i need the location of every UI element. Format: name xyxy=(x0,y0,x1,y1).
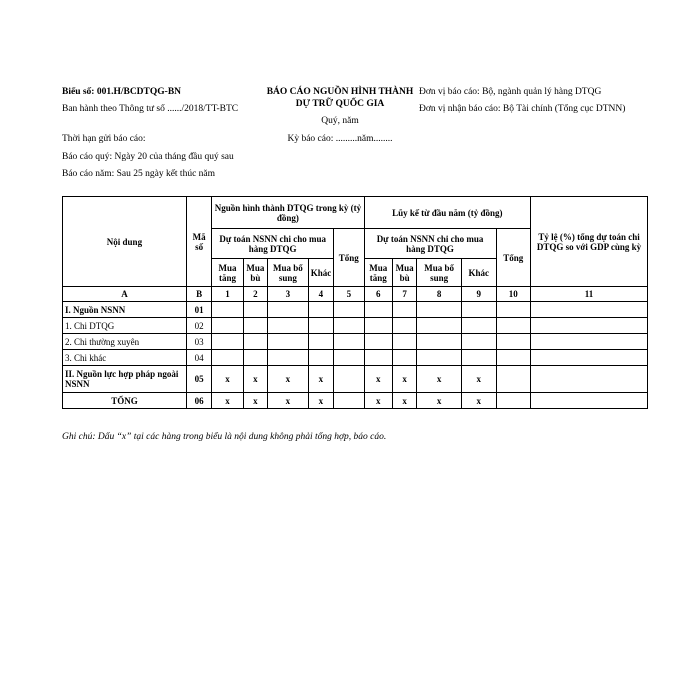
table-cell xyxy=(496,302,531,318)
column-index: 11 xyxy=(531,287,648,302)
table-cell xyxy=(334,350,364,366)
table-cell xyxy=(462,318,497,334)
table-cell xyxy=(243,302,267,318)
header-increase: Mua tăng xyxy=(212,259,243,287)
table-cell xyxy=(531,366,648,393)
report-period: Kỳ báo cáo: .........năm........ xyxy=(287,134,393,144)
header-offset: Mua bù xyxy=(392,259,416,287)
row-code: 05 xyxy=(186,366,211,393)
column-index: 4 xyxy=(308,287,333,302)
column-index: 6 xyxy=(364,287,392,302)
table-cell xyxy=(334,334,364,350)
form-number: Biểu số: 001.H/BCDTQG-BN xyxy=(62,87,182,97)
column-index: A xyxy=(63,287,187,302)
row-label: II. Nguồn lực hợp pháp ngoài NSNN xyxy=(63,366,187,393)
row-code: 03 xyxy=(186,334,211,350)
table-cell xyxy=(243,350,267,366)
table-cell xyxy=(334,393,364,409)
table-cell xyxy=(334,366,364,393)
table-cell xyxy=(334,302,364,318)
header-total-cumulative: Tổng xyxy=(496,229,531,287)
table-cell: x xyxy=(462,366,497,393)
quarter-deadline: Báo cáo quý: Ngày 20 của tháng đầu quý sau xyxy=(62,152,234,162)
table-cell xyxy=(308,302,333,318)
header-total-period: Tổng xyxy=(334,229,364,287)
header-other: Khác xyxy=(462,259,497,287)
table-cell xyxy=(417,318,462,334)
header-supplement: Mua bổ sung xyxy=(268,259,309,287)
table-cell xyxy=(364,334,392,350)
table-cell xyxy=(243,318,267,334)
table-cell xyxy=(268,350,309,366)
footnote: Ghi chú: Dấu “x” tại các hàng trong biểu là nội dung không phải tổng hợp, báo cáo. xyxy=(62,432,387,442)
table-cell xyxy=(268,302,309,318)
row-code: 06 xyxy=(186,393,211,409)
issued-by-text: Ban hành theo Thông tư số ....../2018/TT-BTC xyxy=(62,104,239,114)
report-subtitle: Quý, năm xyxy=(321,116,359,126)
table-cell: x xyxy=(364,393,392,409)
column-index: 9 xyxy=(462,287,497,302)
row-label: TỔNG xyxy=(63,393,187,409)
table-cell xyxy=(268,318,309,334)
table-cell xyxy=(364,302,392,318)
header-group-period: Nguồn hình thành DTQG trong kỳ (tỷ đồng) xyxy=(212,197,364,229)
year-deadline: Báo cáo năm: Sau 25 ngày kết thúc năm xyxy=(62,169,216,179)
table-cell: x xyxy=(308,393,333,409)
header-group-cumulative: Lũy kế từ đầu năm (tỷ đồng) xyxy=(364,197,531,229)
table-row xyxy=(63,366,648,393)
table-cell xyxy=(496,393,531,409)
column-index: 2 xyxy=(243,287,267,302)
table-cell xyxy=(212,350,243,366)
column-index: 8 xyxy=(417,287,462,302)
row-label: 1. Chi DTQG xyxy=(63,318,187,334)
table-cell xyxy=(462,350,497,366)
table-cell: x xyxy=(243,366,267,393)
table-cell xyxy=(392,334,416,350)
table-cell xyxy=(212,334,243,350)
table-cell xyxy=(392,350,416,366)
table-cell xyxy=(212,318,243,334)
table-cell xyxy=(531,350,648,366)
header-gdp-ratio: Tỷ lệ (%) tổng dự toán chi DTQG so với GDP cùng kỳ xyxy=(531,197,648,287)
row-code: 02 xyxy=(186,318,211,334)
table-cell xyxy=(392,318,416,334)
column-index: 1 xyxy=(212,287,243,302)
table-cell xyxy=(268,334,309,350)
table-cell xyxy=(531,302,648,318)
table-cell: x xyxy=(364,366,392,393)
table-cell xyxy=(212,302,243,318)
table-cell: x xyxy=(212,366,243,393)
table-cell: x xyxy=(268,366,309,393)
table-row xyxy=(63,302,648,318)
table-cell xyxy=(308,334,333,350)
table-cell: x xyxy=(392,393,416,409)
table-cell xyxy=(531,393,648,409)
table-cell xyxy=(417,350,462,366)
row-code: 01 xyxy=(186,302,211,318)
row-label: I. Nguồn NSNN xyxy=(63,302,187,318)
table-cell xyxy=(462,302,497,318)
table-cell xyxy=(496,334,531,350)
header-supplement: Mua bổ sung xyxy=(417,259,462,287)
reporting-unit: Đơn vị báo cáo: Bộ, ngành quản lý hàng DTQG xyxy=(419,87,602,97)
report-title: BÁO CÁO NGUỒN HÌNH THÀNH DỰ TRỮ QUỐC GIA xyxy=(266,87,414,109)
table-cell: x xyxy=(417,366,462,393)
table-cell: x xyxy=(392,366,416,393)
column-index: 10 xyxy=(496,287,531,302)
table-row xyxy=(63,318,648,334)
table-cell: x xyxy=(462,393,497,409)
header-offset: Mua bù xyxy=(243,259,267,287)
table-cell xyxy=(308,350,333,366)
table-cell xyxy=(462,334,497,350)
column-index: 5 xyxy=(334,287,364,302)
table-cell xyxy=(243,334,267,350)
table-cell: x xyxy=(243,393,267,409)
header-subgroup-period: Dự toán NSNN chi cho mua hàng DTQG xyxy=(212,229,334,259)
row-label: 3. Chi khác xyxy=(63,350,187,366)
report-table xyxy=(62,196,648,409)
table-cell: x xyxy=(268,393,309,409)
column-index: B xyxy=(186,287,211,302)
table-cell: x xyxy=(308,366,333,393)
header-code: Mã số xyxy=(186,197,211,287)
table-cell xyxy=(531,334,648,350)
table-cell xyxy=(364,350,392,366)
table-cell xyxy=(496,366,531,393)
table-cell xyxy=(496,350,531,366)
table-cell xyxy=(496,318,531,334)
header-increase: Mua tăng xyxy=(364,259,392,287)
table-cell xyxy=(308,318,333,334)
table-row-total xyxy=(63,393,648,409)
table-row xyxy=(63,350,648,366)
receiving-unit: Đơn vị nhận báo cáo: Bộ Tài chính (Tổng cục DTNN) xyxy=(419,104,626,114)
table-cell xyxy=(334,318,364,334)
table-cell: x xyxy=(212,393,243,409)
header-other: Khác xyxy=(308,259,333,287)
column-index-row xyxy=(63,287,648,302)
table-cell xyxy=(392,302,416,318)
table-cell xyxy=(417,334,462,350)
header-subgroup-cumulative: Dự toán NSNN chi cho mua hàng DTQG xyxy=(364,229,496,259)
table-cell: x xyxy=(417,393,462,409)
table-cell xyxy=(417,302,462,318)
table-cell xyxy=(531,318,648,334)
row-label: 2. Chi thường xuyên xyxy=(63,334,187,350)
header-content: Nội dung xyxy=(63,197,187,287)
deadline-label: Thời hạn gửi báo cáo: xyxy=(62,134,146,144)
column-index: 3 xyxy=(268,287,309,302)
table-cell xyxy=(364,318,392,334)
table-row xyxy=(63,334,648,350)
column-index: 7 xyxy=(392,287,416,302)
row-code: 04 xyxy=(186,350,211,366)
